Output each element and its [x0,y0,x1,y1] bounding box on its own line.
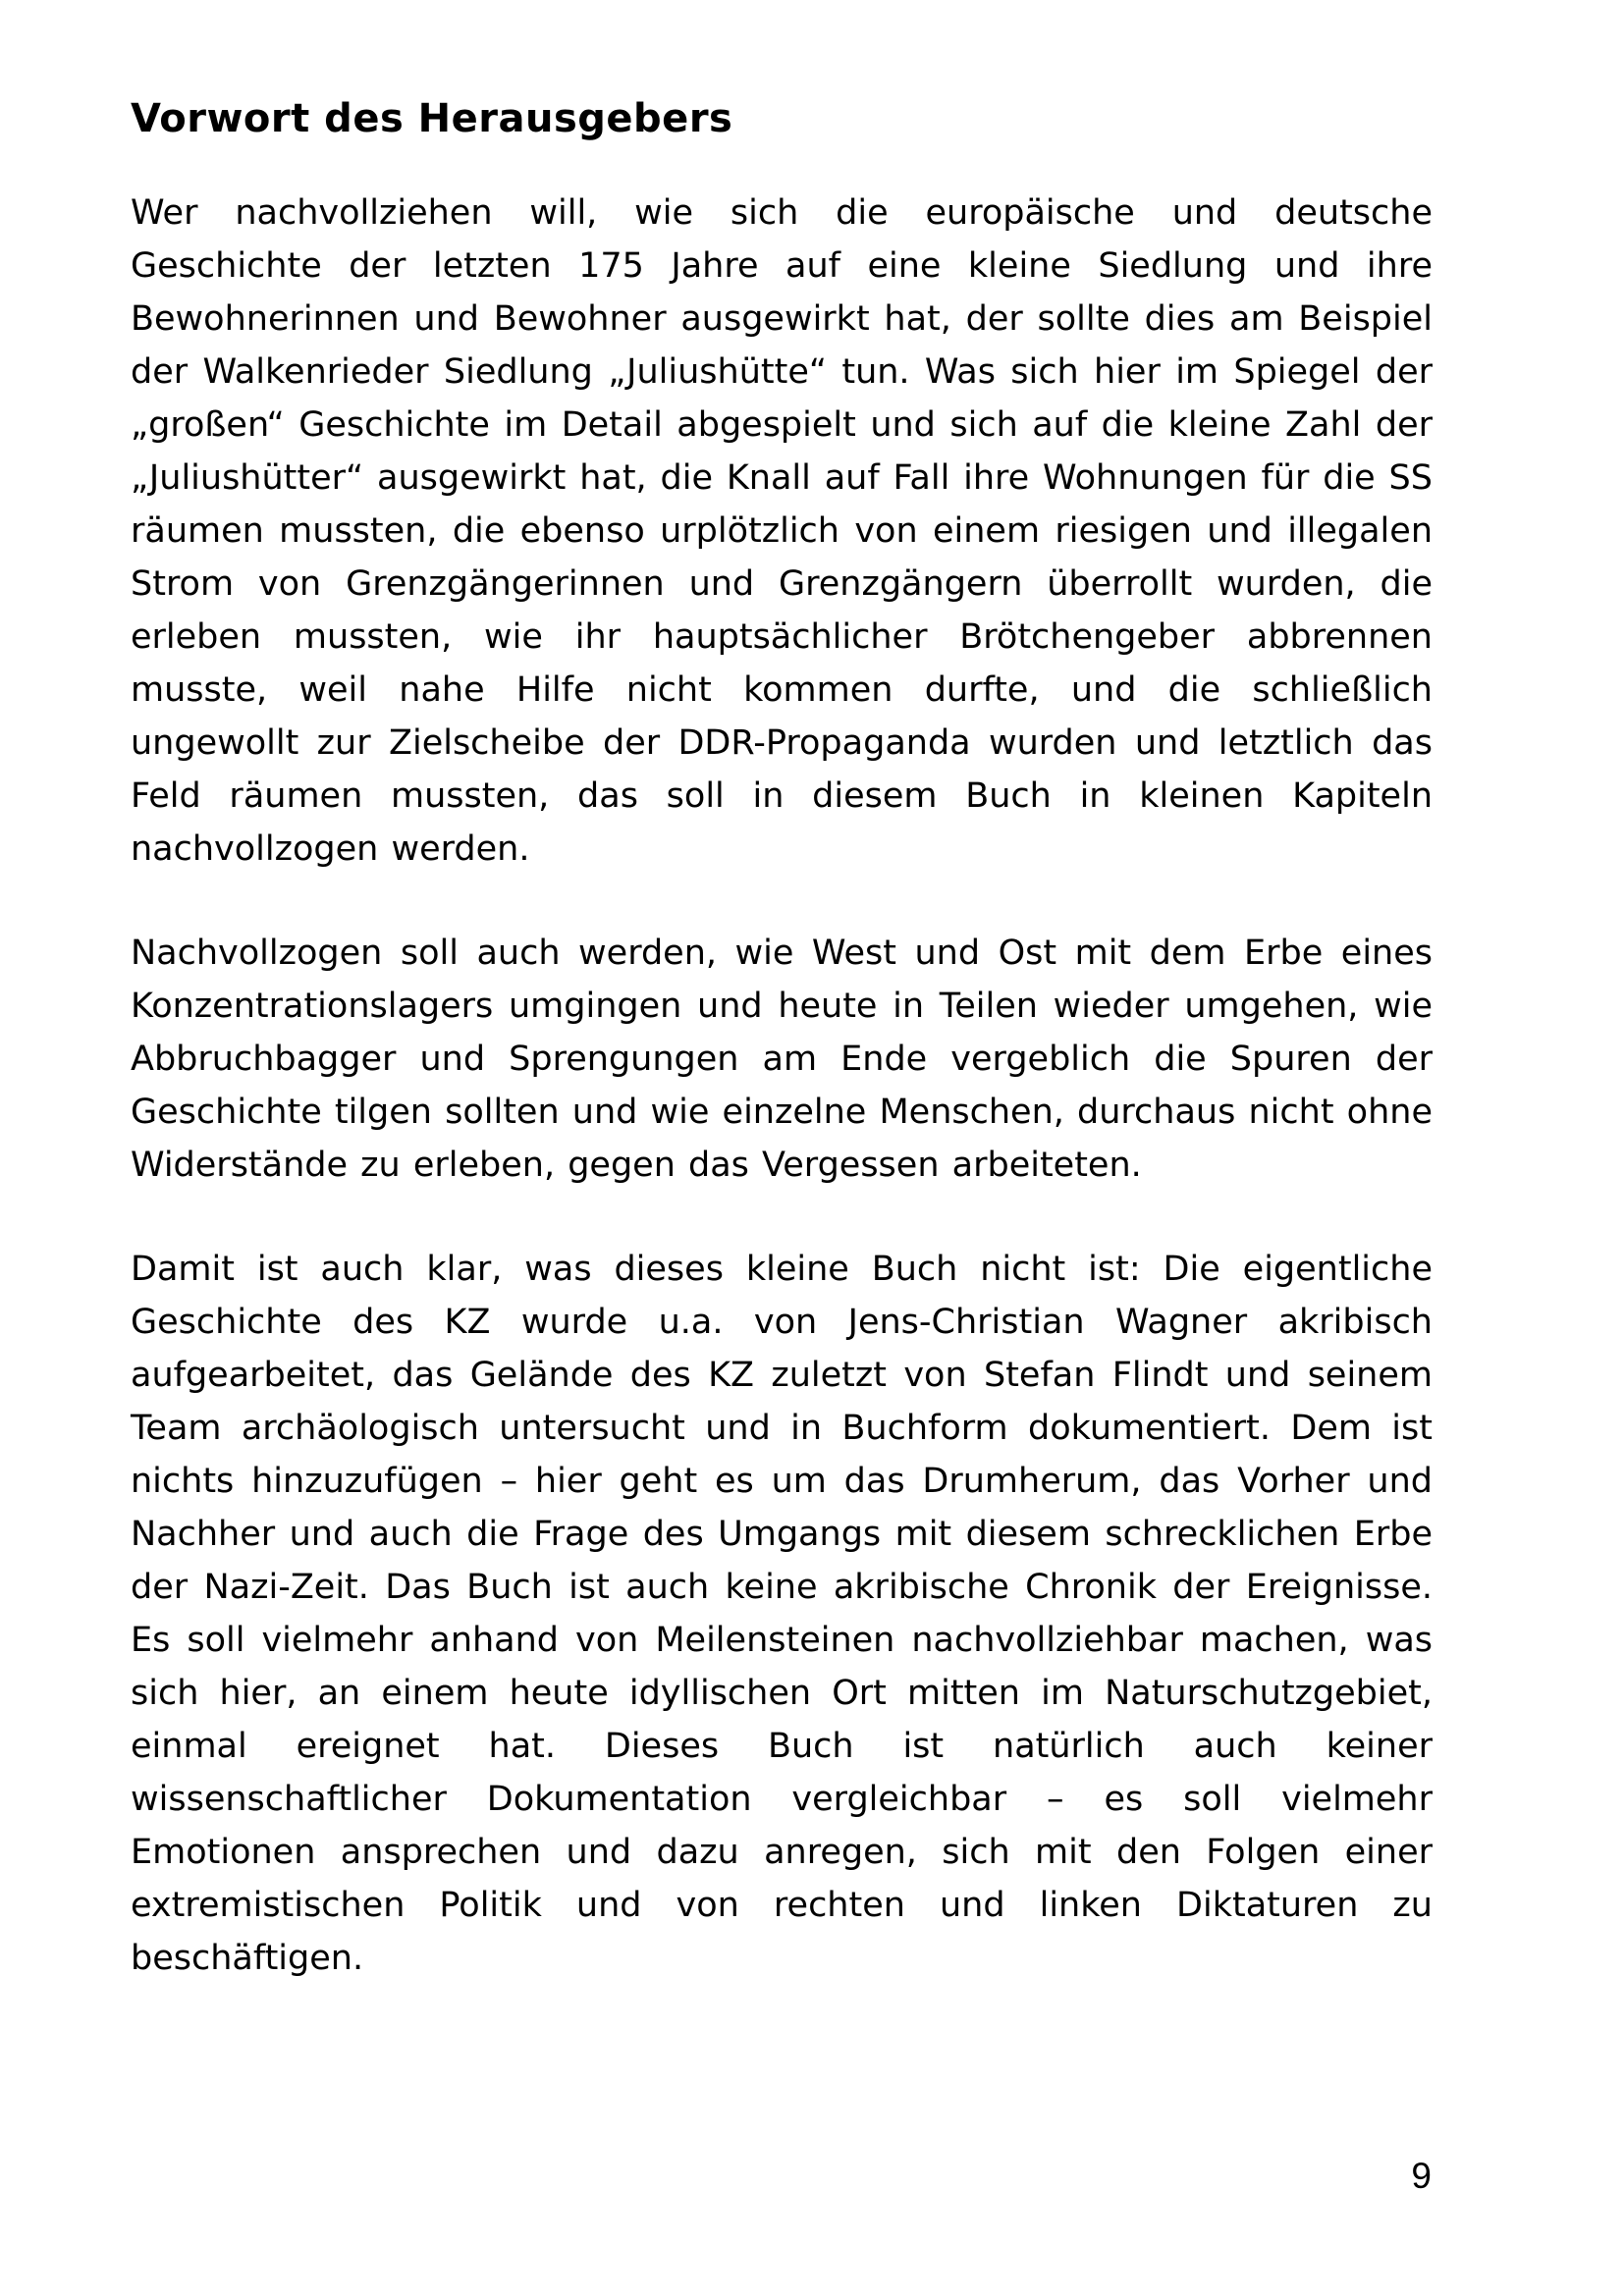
page-number: 9 [1411,2156,1432,2196]
body-paragraph: Damit ist auch klar, was dieses kleine Buch nicht ist: Die eigentliche Geschichte des KZ wurde u.a. von Jens-Christian Wagner akribisch aufgearbeitet, das Gelände des KZ zuletzt von Stefan Flindt und seinem Team archäologisch untersucht und in Buchform dokumentiert. Dem ist nichts hinzuzufügen – hier geht es um das Drumherum, das Vorher und Nachher und auch die Frage des Umgangs mit diesem schrecklichen Erbe der Nazi-Zeit. Das Buch ist auch keine akribische Chronik der Ereignisse. Es soll vielmehr anhand von Meilensteinen nachvollziehbar machen, was sich hier, an einem heute idyllischen Ort mitten im Naturschutzgebiet, einmal ereignet hat. Dieses Buch ist natürlich auch keiner wissenschaftlicher Dokumentation vergleichbar – es soll vielmehr Emotionen ansprechen und dazu anregen, sich mit den Folgen einer extremistischen Politik und von rechten und linken Diktaturen zu beschäftigen. [131,1250,1433,1978]
body-paragraph: Nachvollzogen soll auch werden, wie West und Ost mit dem Erbe eines Konzentrationslagers umgingen und heute in Teilen wieder umgehen, wie Abbruchbagger und Sprengungen am Ende vergeblich die Spuren der Geschichte tilgen sollten und wie einzelne Menschen, durchaus nicht ohne Widerstände zu erleben, gegen das Vergessen arbeiteten. [131,934,1433,1185]
text-block [131,94,1433,1985]
section-heading: Vorwort des Herausgebers [131,96,733,141]
body-paragraph: Wer nachvollziehen will, wie sich die europäische und deutsche Geschichte der letzten 175 Jahre auf eine kleine Siedlung und ihre Bewohnerinnen und Bewohner ausgewirkt hat, der sollte dies am Beispiel der Walkenrieder Siedlung „Juliushütte“ tun. Was sich hier im Spiegel der „großen“ Geschichte im Detail abgespielt und sich auf die kleine Zahl der „Juliushütter“ ausgewirkt hat, die Knall auf Fall ihre Wohnungen für die SS räumen mussten, die ebenso urplötzlich von einem riesigen und illegalen Strom von Grenzgängerinnen und Grenzgängern überrollt wurden, die erleben mussten, wie ihr hauptsächlicher Brötchengeber abbrennen musste, weil nahe Hilfe nicht kommen durfte, und die schließlich ungewollt zur Zielscheibe der DDR-Propaganda wurden und letztlich das Feld räumen mussten, das soll in diesem Buch in kleinen Kapiteln nachvollzogen werden. [131,193,1433,869]
